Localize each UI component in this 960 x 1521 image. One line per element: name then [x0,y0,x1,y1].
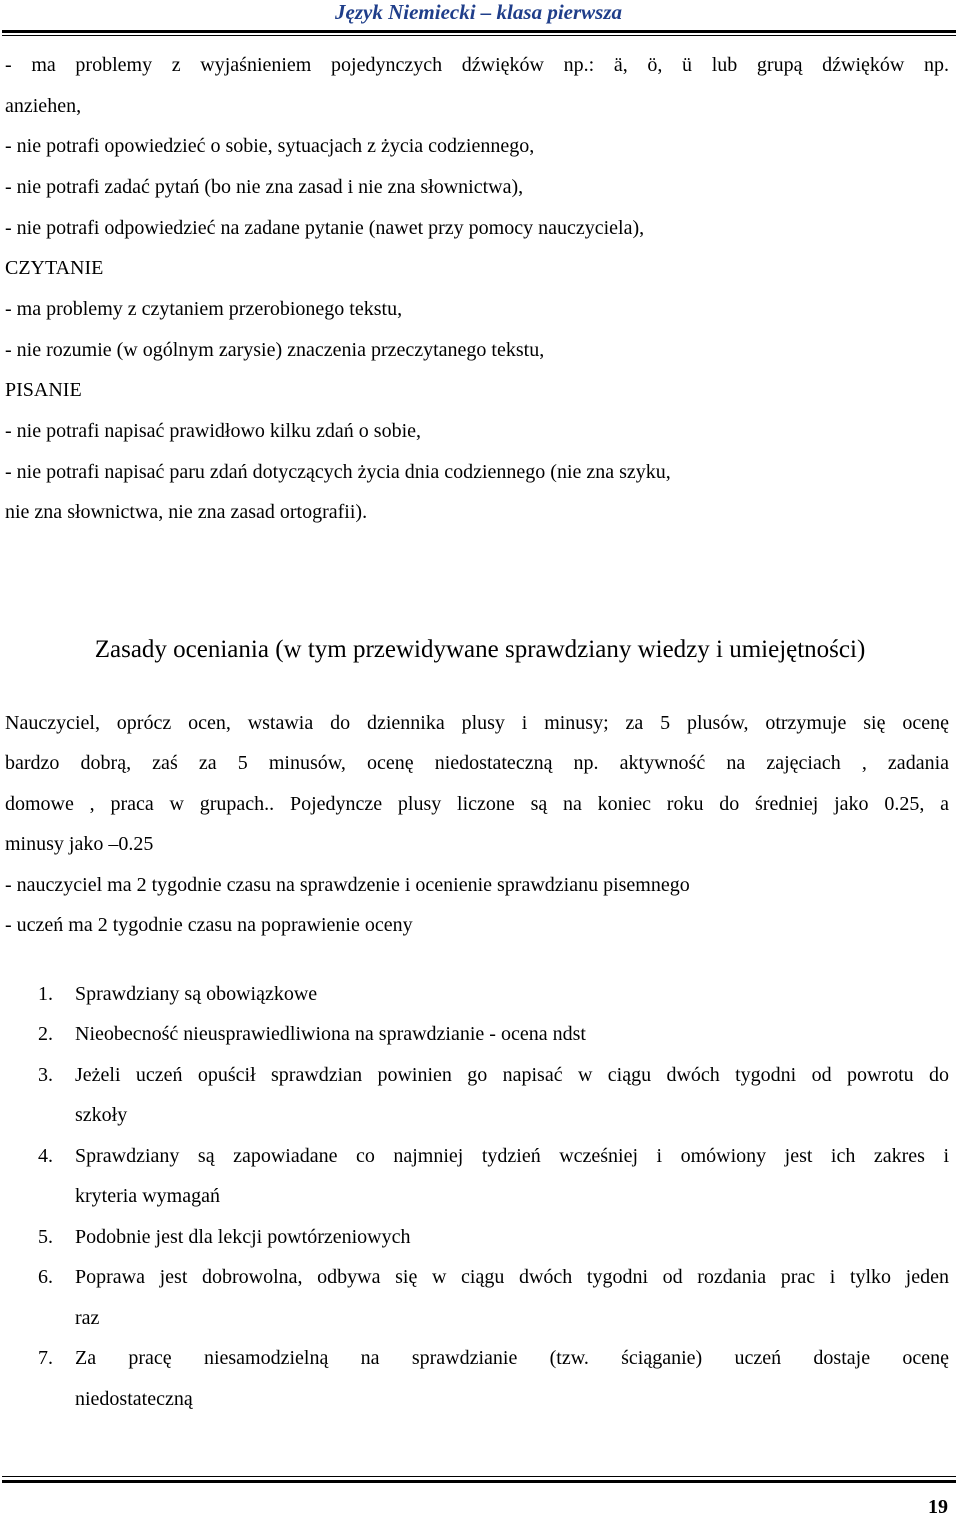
list-number: 1. [38,983,53,1005]
paragraph-line: domowe , praca w grupach.. Pojedyncze plusy liczone są na koniec roku do średniej jako 0.25, a [5,793,949,815]
footer-rule-thin [2,1476,956,1477]
paragraph-line: Nauczyciel, oprócz ocen, wstawia do dziennika plusy i minusy; za 5 plusów, otrzymuje się ocenę [5,712,949,734]
list-text: Sprawdziany są zapowiadane co najmniej tydzień wcześniej i omówiony jest ich zakres i [75,1145,949,1167]
list-number: 2. [38,1023,53,1045]
text-line: - nie potrafi opowiedzieć o sobie, sytuacjach z życia codziennego, [5,135,535,157]
text-line: nie zna słownictwa, nie zna zasad ortografii). [5,501,368,523]
paragraph-line: bardzo dobrą, zaś za 5 minusów, ocenę niedostateczną np. aktywność na zajęciach , zadania [5,752,949,774]
section-heading: Zasady oceniania (w tym przewidywane sprawdziany wiedzy i umiejętności) [94,636,866,663]
list-text: Sprawdziany są obowiązkowe [75,983,318,1005]
text-line: - nie rozumie (w ogólnym zarysie) znaczenia przeczytanego tekstu, [5,339,545,361]
list-number: 4. [38,1145,53,1167]
list-number: 3. [38,1064,53,1086]
paragraph-line: minusy jako –0.25 [5,833,154,855]
note-line: - uczeń ma 2 tygodnie czasu na poprawienie oceny [5,914,413,936]
list-text: Jeżeli uczeń opuścił sprawdzian powinien go napisać w ciągu dwóch tygodni od powrotu do [75,1064,949,1086]
page-number: 19 [928,1496,948,1518]
list-text: Nieobecność nieusprawiedliwiona na sprawdzianie - ocena ndst [75,1023,586,1045]
text-line: - ma problemy z wyjaśnieniem pojedynczych dźwięków np.: ä, ö, ü lub grupą dźwięków np. [5,54,949,76]
list-text-continued: szkoły [75,1104,128,1126]
list-text: Za pracę niesamodzielną na sprawdzianie (tzw. ściąganie) uczeń dostaje ocenę [75,1347,949,1369]
list-text: Podobnie jest dla lekcji powtórzeniowych [75,1226,411,1248]
subheading-czytanie: CZYTANIE [5,257,104,279]
text-line: - nie potrafi odpowiedzieć na zadane pytanie (nawet przy pomocy nauczyciela), [5,217,645,239]
text-line: - nie potrafi napisać prawidłowo kilku zdań o sobie, [5,420,421,442]
header-rule-thick [2,30,956,33]
text-line: - ma problemy z czytaniem przerobionego tekstu, [5,298,403,320]
text-line: - nie potrafi zadać pytań (bo nie zna zasad i nie zna słownictwa), [5,176,524,198]
text-line: anziehen, [5,95,82,117]
subheading-pisanie: PISANIE [5,379,82,401]
list-text-continued: niedostateczną [75,1388,193,1410]
text-line: - nie potrafi napisać paru zdań dotyczących życia dnia codziennego (nie zna szyku, [5,461,671,483]
header-rule-thin [2,35,956,36]
header-title: Język Niemiecki – klasa pierwsza [335,0,622,24]
list-number: 5. [38,1226,53,1248]
footer-rule-thick [2,1480,956,1483]
list-text-continued: raz [75,1307,100,1329]
note-line: - nauczyciel ma 2 tygodnie czasu na sprawdzenie i ocenienie sprawdzianu pisemnego [5,874,690,896]
list-number: 7. [38,1347,53,1369]
list-text-continued: kryteria wymagań [75,1185,220,1207]
list-text: Poprawa jest dobrowolna, odbywa się w ciągu dwóch tygodni od rozdania prac i tylko jeden [75,1266,949,1288]
list-number: 6. [38,1266,53,1288]
